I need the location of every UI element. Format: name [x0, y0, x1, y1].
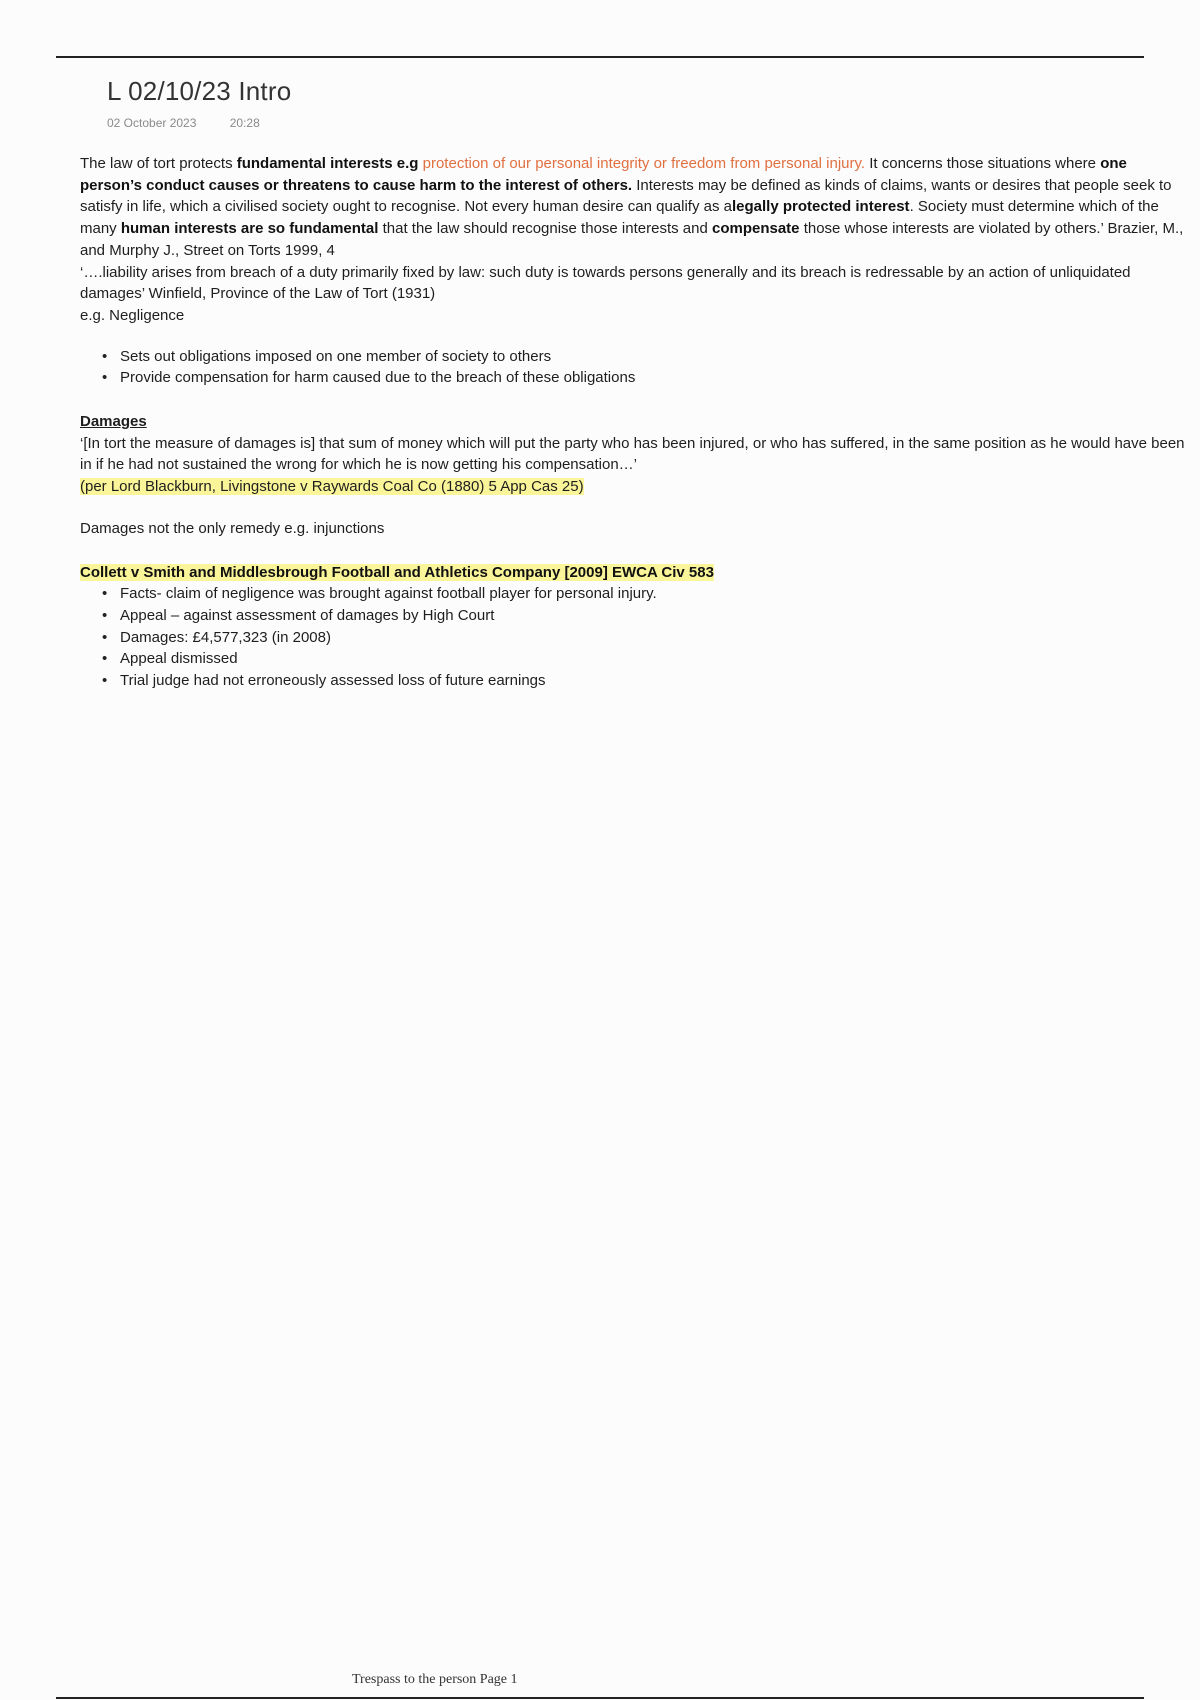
- damages-citation: [80, 476, 1192, 498]
- bottom-rule: [56, 1697, 1144, 1699]
- list-item: • Sets out obligations imposed on one member of society to others: [120, 346, 1192, 368]
- remedy-line: Damages not the only remedy e.g. injunctions: [80, 519, 385, 537]
- list-item: • Appeal – against assessment of damages by High Court: [120, 605, 1192, 627]
- winfield-quote: ‘….liability arises from breach of a duty primarily fixed by law: such duty is towards persons generally and its breach is redressable by an action of unliquidated damages’ Winfield, Province of the Law of Tort (1931): [80, 263, 1131, 303]
- highlighted-case-title: Collett v Smith and Middlesbrough Football and Athletics Company [2009] EWCA Civ 583: [80, 563, 714, 581]
- obligations-list: [80, 346, 1192, 389]
- text-run: Interests may be defined as kinds of claims, wants or desires that people seek to satisfy in life, which a civilised society ought to recognise. Not every human desire can qualify as a: [80, 176, 1172, 216]
- top-rule: [56, 56, 1144, 58]
- note-body: [80, 153, 1192, 692]
- list-item: • Facts- claim of negligence was brought against football player for personal injury.: [120, 583, 1192, 605]
- text-run: those whose interests are violated by others.’ Brazier, M., and Murphy J., Street on Torts 1999, 4: [80, 220, 1184, 259]
- bold-run: compensate: [711, 220, 800, 238]
- page-footer: Trespass to the person Page 1: [352, 1672, 518, 1687]
- eg-negligence: e.g. Negligence: [80, 306, 185, 324]
- text-run: The law of tort protects: [80, 155, 237, 172]
- list-item: • Trial judge had not erroneously assessed loss of future earnings: [120, 670, 1192, 692]
- text-run: that the law should recognise those interests and: [378, 220, 712, 238]
- bold-run: one person’s conduct causes or threatens to cause harm to the interest of others.: [80, 155, 1127, 194]
- text-run: . Society must determine which of the many: [80, 198, 1159, 238]
- bold-run: fundamental interests e.g: [236, 155, 419, 172]
- case-facts-list: [80, 583, 1192, 692]
- list-item: • Provide compensation for harm caused due to the breach of these obligations: [120, 367, 1192, 389]
- case-title: [80, 562, 1192, 584]
- page-title: L 02/10/23 Intro: [107, 76, 292, 106]
- note-timestamp: [107, 116, 260, 130]
- bold-run: legally protected interest: [732, 198, 910, 216]
- note-time: 20:28: [229, 116, 260, 130]
- text-run: It concerns those situations where: [865, 155, 1101, 172]
- orange-text-run: protection of our personal integrity or freedom from personal injury.: [422, 155, 866, 172]
- list-item: • Damages: £4,577,323 (in 2008): [120, 627, 1192, 649]
- intro-paragraph: [80, 153, 1192, 262]
- note-date: 02 October 2023: [107, 116, 197, 130]
- damages-quote: ‘[In tort the measure of damages is] that sum of money which will put the party who has been injured, or who has suffered, in the same position as he would have been in if he had not sustained the wrong for which he is now getting his compensation…’: [80, 434, 1185, 474]
- bold-run: human interests are so fundamental: [120, 220, 379, 238]
- list-item: • Appeal dismissed: [120, 648, 1192, 670]
- damages-heading: Damages: [80, 413, 147, 431]
- highlighted-citation: (per Lord Blackburn, Livingstone v Raywards Coal Co (1880) 5 App Cas 25): [80, 478, 584, 496]
